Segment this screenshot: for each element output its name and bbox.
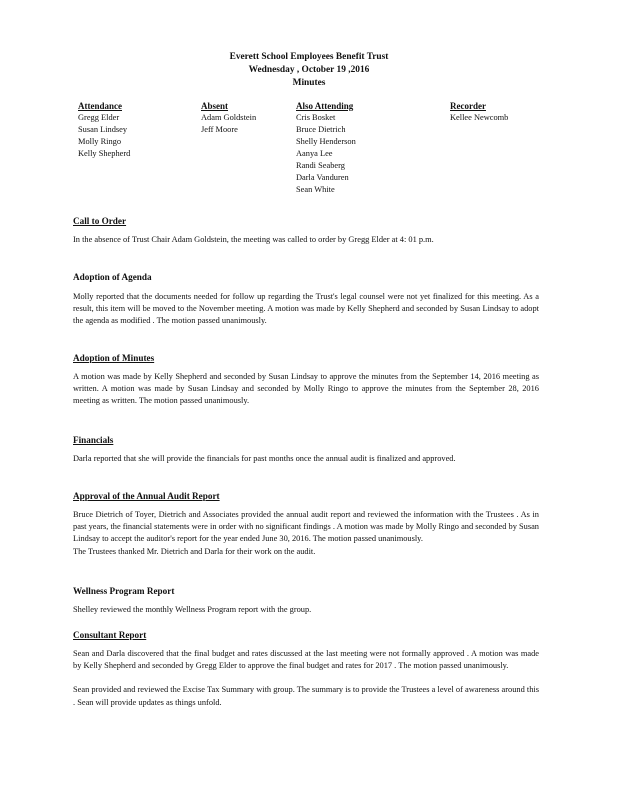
- also-attending-column: [296, 100, 380, 196]
- call-to-order-text: [73, 234, 539, 246]
- recorder-heading: Recorder: [450, 101, 486, 111]
- audit-report-heading: Approval of the Annual Audit Report: [73, 491, 220, 501]
- also-attending-name: Cris Bosket: [296, 113, 336, 123]
- adoption-agenda-text: [73, 291, 539, 328]
- attendee-name: Kelly Shepherd: [78, 149, 131, 159]
- also-attending-heading: Also Attending: [296, 101, 354, 111]
- header-minutes: Minutes: [292, 78, 326, 88]
- also-attending-name: Randi Seaberg: [296, 161, 345, 171]
- adoption-minutes-heading: Adoption of Minutes: [73, 353, 155, 363]
- attendee-name: Gregg Elder: [78, 113, 120, 123]
- absent-name: Jeff Moore: [201, 125, 238, 135]
- header-date: Wednesday , October 19 ,2016: [248, 65, 370, 75]
- recorder-column: [450, 100, 508, 124]
- paragraph: Shelley reviewed the monthly Wellness Program report with the group.: [73, 605, 312, 614]
- header-title: Everett School Employees Benefit Trust: [229, 52, 389, 62]
- financials-text: [73, 453, 539, 465]
- absent-heading: Absent: [201, 101, 229, 111]
- paragraph: Darla reported that she will provide the financials for past months once the annual audit is finalized and approved.: [73, 454, 456, 463]
- also-attending-name: Shelly Henderson: [296, 137, 356, 147]
- attendee-name: Molly Ringo: [78, 137, 122, 147]
- absent-name: Adam Goldstein: [201, 113, 257, 123]
- absent-column: [201, 100, 261, 136]
- consultant-heading: Consultant Report: [73, 630, 147, 640]
- also-attending-name: Aanya Lee: [296, 149, 333, 159]
- adoption-agenda-heading: Adoption of Agenda: [73, 272, 152, 282]
- also-attending-name: Bruce Dietrich: [296, 125, 346, 135]
- paragraph: Sean provided and reviewed the Excise Tax Summary with group. The summary is to provide the Trustees a level of awareness around this . Sean will provide updates as things unfold.: [73, 685, 539, 707]
- recorder-name: Kellee Newcomb: [450, 113, 509, 123]
- consultant-text: [73, 648, 539, 709]
- financials-heading: Financials: [73, 435, 114, 445]
- attendance-column: [78, 100, 138, 160]
- paragraph: In the absence of Trust Chair Adam Goldstein, the meeting was called to order by Gregg Elder at 4: 01 p.m.: [73, 235, 434, 244]
- wellness-heading: Wellness Program Report: [73, 586, 175, 596]
- paragraph: A motion was made by Kelly Shepherd and seconded by Susan Lindsay to approve the minutes from the September 14, 2016 meeting as written. A motion was made by Susan Lindsay and seconded by Molly Ringo to approve the minutes from the September 28, 2016 meeting as written. The motion passed unanimously.: [73, 372, 539, 406]
- paragraph: The Trustees thanked Mr. Dietrich and Darla for their work on the audit.: [73, 546, 316, 556]
- paragraph: Bruce Dietrich of Toyer, Dietrich and Associates provided the annual audit report and reviewed the information with the Trustees . As in past years, the financial statements were in order with no significant findings . A motion was made by Molly Ringo and seconded by Susan Lindsay to accept the auditor's report for the year ended June 30, 2016. The motion passed unanimously.: [73, 510, 539, 544]
- audit-report-text: [73, 509, 539, 558]
- call-to-order-heading: Call to Order: [73, 216, 127, 226]
- paragraph: Molly reported that the documents needed for follow up regarding the Trust's legal counsel were not yet finalized for this meeting. As a result, this item will be moved to the November meeting. A motion was made by Kelly Shepherd and seconded by Susan Lindsay to adopt the agenda as modified . The motion passed unanimously.: [73, 292, 539, 326]
- attendee-name: Susan Lindsey: [78, 125, 128, 135]
- attendance-heading: Attendance: [78, 101, 122, 111]
- adoption-minutes-text: [73, 371, 539, 408]
- wellness-text: [73, 604, 539, 616]
- also-attending-name: Darla Vanduren: [296, 173, 349, 183]
- paragraph: Sean and Darla discovered that the final budget and rates discussed at the last meeting were not formally approved . A motion was made by Kelly Shepherd and seconded by Gregg Elder to approve the final budget and rates for 2017 . The motion passed unanimously.: [73, 649, 539, 671]
- also-attending-name: Sean White: [296, 185, 335, 195]
